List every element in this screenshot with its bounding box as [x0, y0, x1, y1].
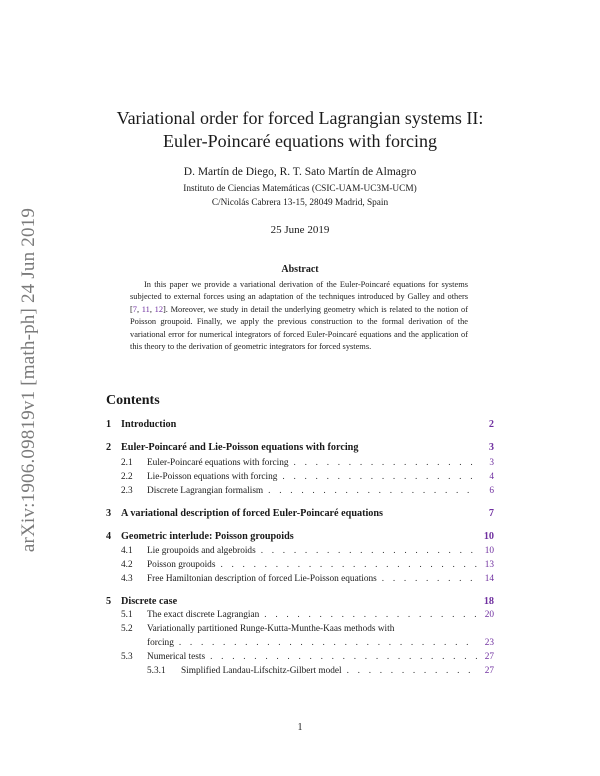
toc-leader [294, 458, 477, 468]
citation-link[interactable]: 12 [154, 304, 163, 314]
toc-entry-subsection[interactable] [106, 458, 494, 472]
toc-page-link[interactable]: 23 [484, 638, 494, 648]
arxiv-id: arXiv:1906.09819v1 [math-ph] 24 Jun 2019 [18, 207, 39, 553]
toc-entry-section[interactable] [106, 508, 494, 522]
abstract-text-part: In this paper we provide a variational derivation of the Euler-Poincaré equations for systems subjected to external forces using an adaptation of the techniques introduced by Galley and others [ [130, 280, 468, 314]
toc-page-link[interactable]: 4 [489, 472, 494, 482]
toc-label: A variational description of forced Euler-Poincaré equations [121, 508, 384, 519]
toc-entry-section[interactable] [106, 596, 494, 610]
toc-label: Variationally partitioned Runge-Kutta-Munthe-Kaas methods with [147, 624, 395, 634]
toc-number: 5 [106, 596, 112, 607]
affiliation-line1: Instituto de Ciencias Matemáticas (CSIC-UAM-UC3M-UCM) [183, 184, 417, 194]
toc-number: 4.2 [121, 560, 133, 570]
toc-number: 5.1 [121, 610, 133, 620]
toc-label: Simplified Landau-Lifschitz-Gilbert model [181, 666, 342, 676]
toc-page-link[interactable]: 2 [488, 419, 494, 430]
toc-page-link[interactable]: 20 [484, 610, 494, 620]
toc-number: 5.3 [121, 652, 133, 662]
toc-number: 4 [106, 531, 112, 542]
toc-page-link[interactable]: 27 [484, 652, 494, 662]
affiliation-line2: C/Nicolás Cabrera 13-15, 28049 Madrid, Spain [211, 198, 389, 208]
paper-title-line1: Variational order for forced Lagrangian systems II: [116, 108, 484, 128]
toc-number: 4.3 [121, 574, 133, 584]
toc-leader [261, 546, 477, 556]
abstract-separator: , [136, 304, 142, 314]
toc-label: Lie-Poisson equations with forcing [147, 472, 278, 482]
toc-leader [268, 486, 477, 496]
toc-number: 2.1 [121, 458, 133, 468]
toc-label: Introduction [121, 419, 177, 430]
authors: D. Martín de Diego, R. T. Sato Martín de Almagro [183, 166, 417, 178]
toc-entry-subsection[interactable] [106, 610, 494, 624]
toc-leader [347, 666, 477, 676]
toc-page-link[interactable]: 7 [488, 508, 494, 519]
toc-page-link[interactable]: 27 [484, 666, 494, 676]
toc-label: forcing [147, 638, 174, 648]
toc-label: Euler-Poincaré and Lie-Poisson equations with forcing [121, 442, 359, 453]
abstract-heading: Abstract [281, 264, 319, 275]
toc-number: 2.2 [121, 472, 133, 482]
toc-number: 5.3.1 [147, 666, 166, 676]
toc-page-link[interactable]: 10 [483, 531, 494, 542]
toc-number: 5.2 [121, 624, 133, 634]
page-number: 1 [297, 722, 303, 733]
date: 25 June 2019 [270, 224, 330, 236]
toc-entry-section[interactable] [106, 419, 494, 433]
toc-entry-subsection-continued[interactable] [106, 638, 494, 652]
toc-label: Poisson groupoids [147, 560, 216, 570]
toc-entry-subsection[interactable] [106, 546, 494, 560]
toc-leader [264, 610, 477, 620]
toc-number: 2.3 [121, 486, 133, 496]
toc-entry-subsection[interactable] [106, 574, 494, 588]
toc-label: Geometric interlude: Poisson groupoids [121, 531, 294, 542]
toc-entry-section[interactable] [106, 442, 494, 456]
citation-link[interactable]: 7 [132, 304, 137, 314]
toc-label: Lie groupoids and algebroids [147, 546, 256, 556]
toc-leader [210, 652, 477, 662]
toc-leader [282, 472, 477, 482]
toc-label: Discrete Lagrangian formalism [147, 486, 264, 496]
toc-entry-subsection[interactable] [106, 652, 494, 666]
toc-page-link[interactable]: 3 [488, 442, 494, 453]
toc-page-link[interactable]: 3 [489, 458, 494, 468]
toc-number: 2 [106, 442, 112, 453]
toc-leader [220, 560, 477, 570]
toc-entry-section[interactable] [106, 531, 494, 545]
toc-number: 4.1 [121, 546, 133, 556]
toc-entry-subsubsection[interactable] [106, 666, 494, 680]
contents-heading: Contents [106, 393, 160, 408]
toc-entry-subsection[interactable] [106, 472, 494, 486]
toc-label: Euler-Poincaré equations with forcing [147, 458, 289, 468]
toc-number: 3 [106, 508, 112, 519]
toc-label: Discrete case [121, 596, 178, 607]
arxiv-watermark [14, 200, 44, 560]
toc-label: Numerical tests [147, 652, 206, 662]
abstract-text-part: ]. Moreover, we study in detail the underlying geometry which is related to the notion of Poisson groupoid. Finally, we apply the previous construction to the formal derivation of the variational error for numerical integrators of forced Euler-Poincaré equations and the application of this theory to the derivation of geometric integrators for forced systems. [130, 304, 468, 352]
toc-page-link[interactable]: 13 [484, 560, 494, 570]
toc-number: 1 [106, 419, 112, 430]
toc-label: Free Hamiltonian description of forced Lie-Poisson equations [147, 574, 377, 584]
toc-entry-subsection[interactable] [106, 624, 494, 638]
toc-page-link[interactable]: 6 [489, 486, 494, 496]
abstract-separator: , [149, 304, 155, 314]
toc-page-link[interactable]: 18 [483, 596, 494, 607]
toc-entry-subsection[interactable] [106, 486, 494, 500]
toc-leader [179, 638, 477, 648]
abstract-text [130, 279, 468, 353]
toc-entry-subsection[interactable] [106, 560, 494, 574]
paper-title-line2: Euler-Poincaré equations with forcing [162, 131, 438, 151]
toc-leader [382, 574, 477, 584]
toc-label: The exact discrete Lagrangian [147, 610, 260, 620]
toc-page-link[interactable]: 14 [484, 574, 494, 584]
citation-link[interactable]: 11 [141, 304, 150, 314]
toc-page-link[interactable]: 10 [484, 546, 494, 556]
